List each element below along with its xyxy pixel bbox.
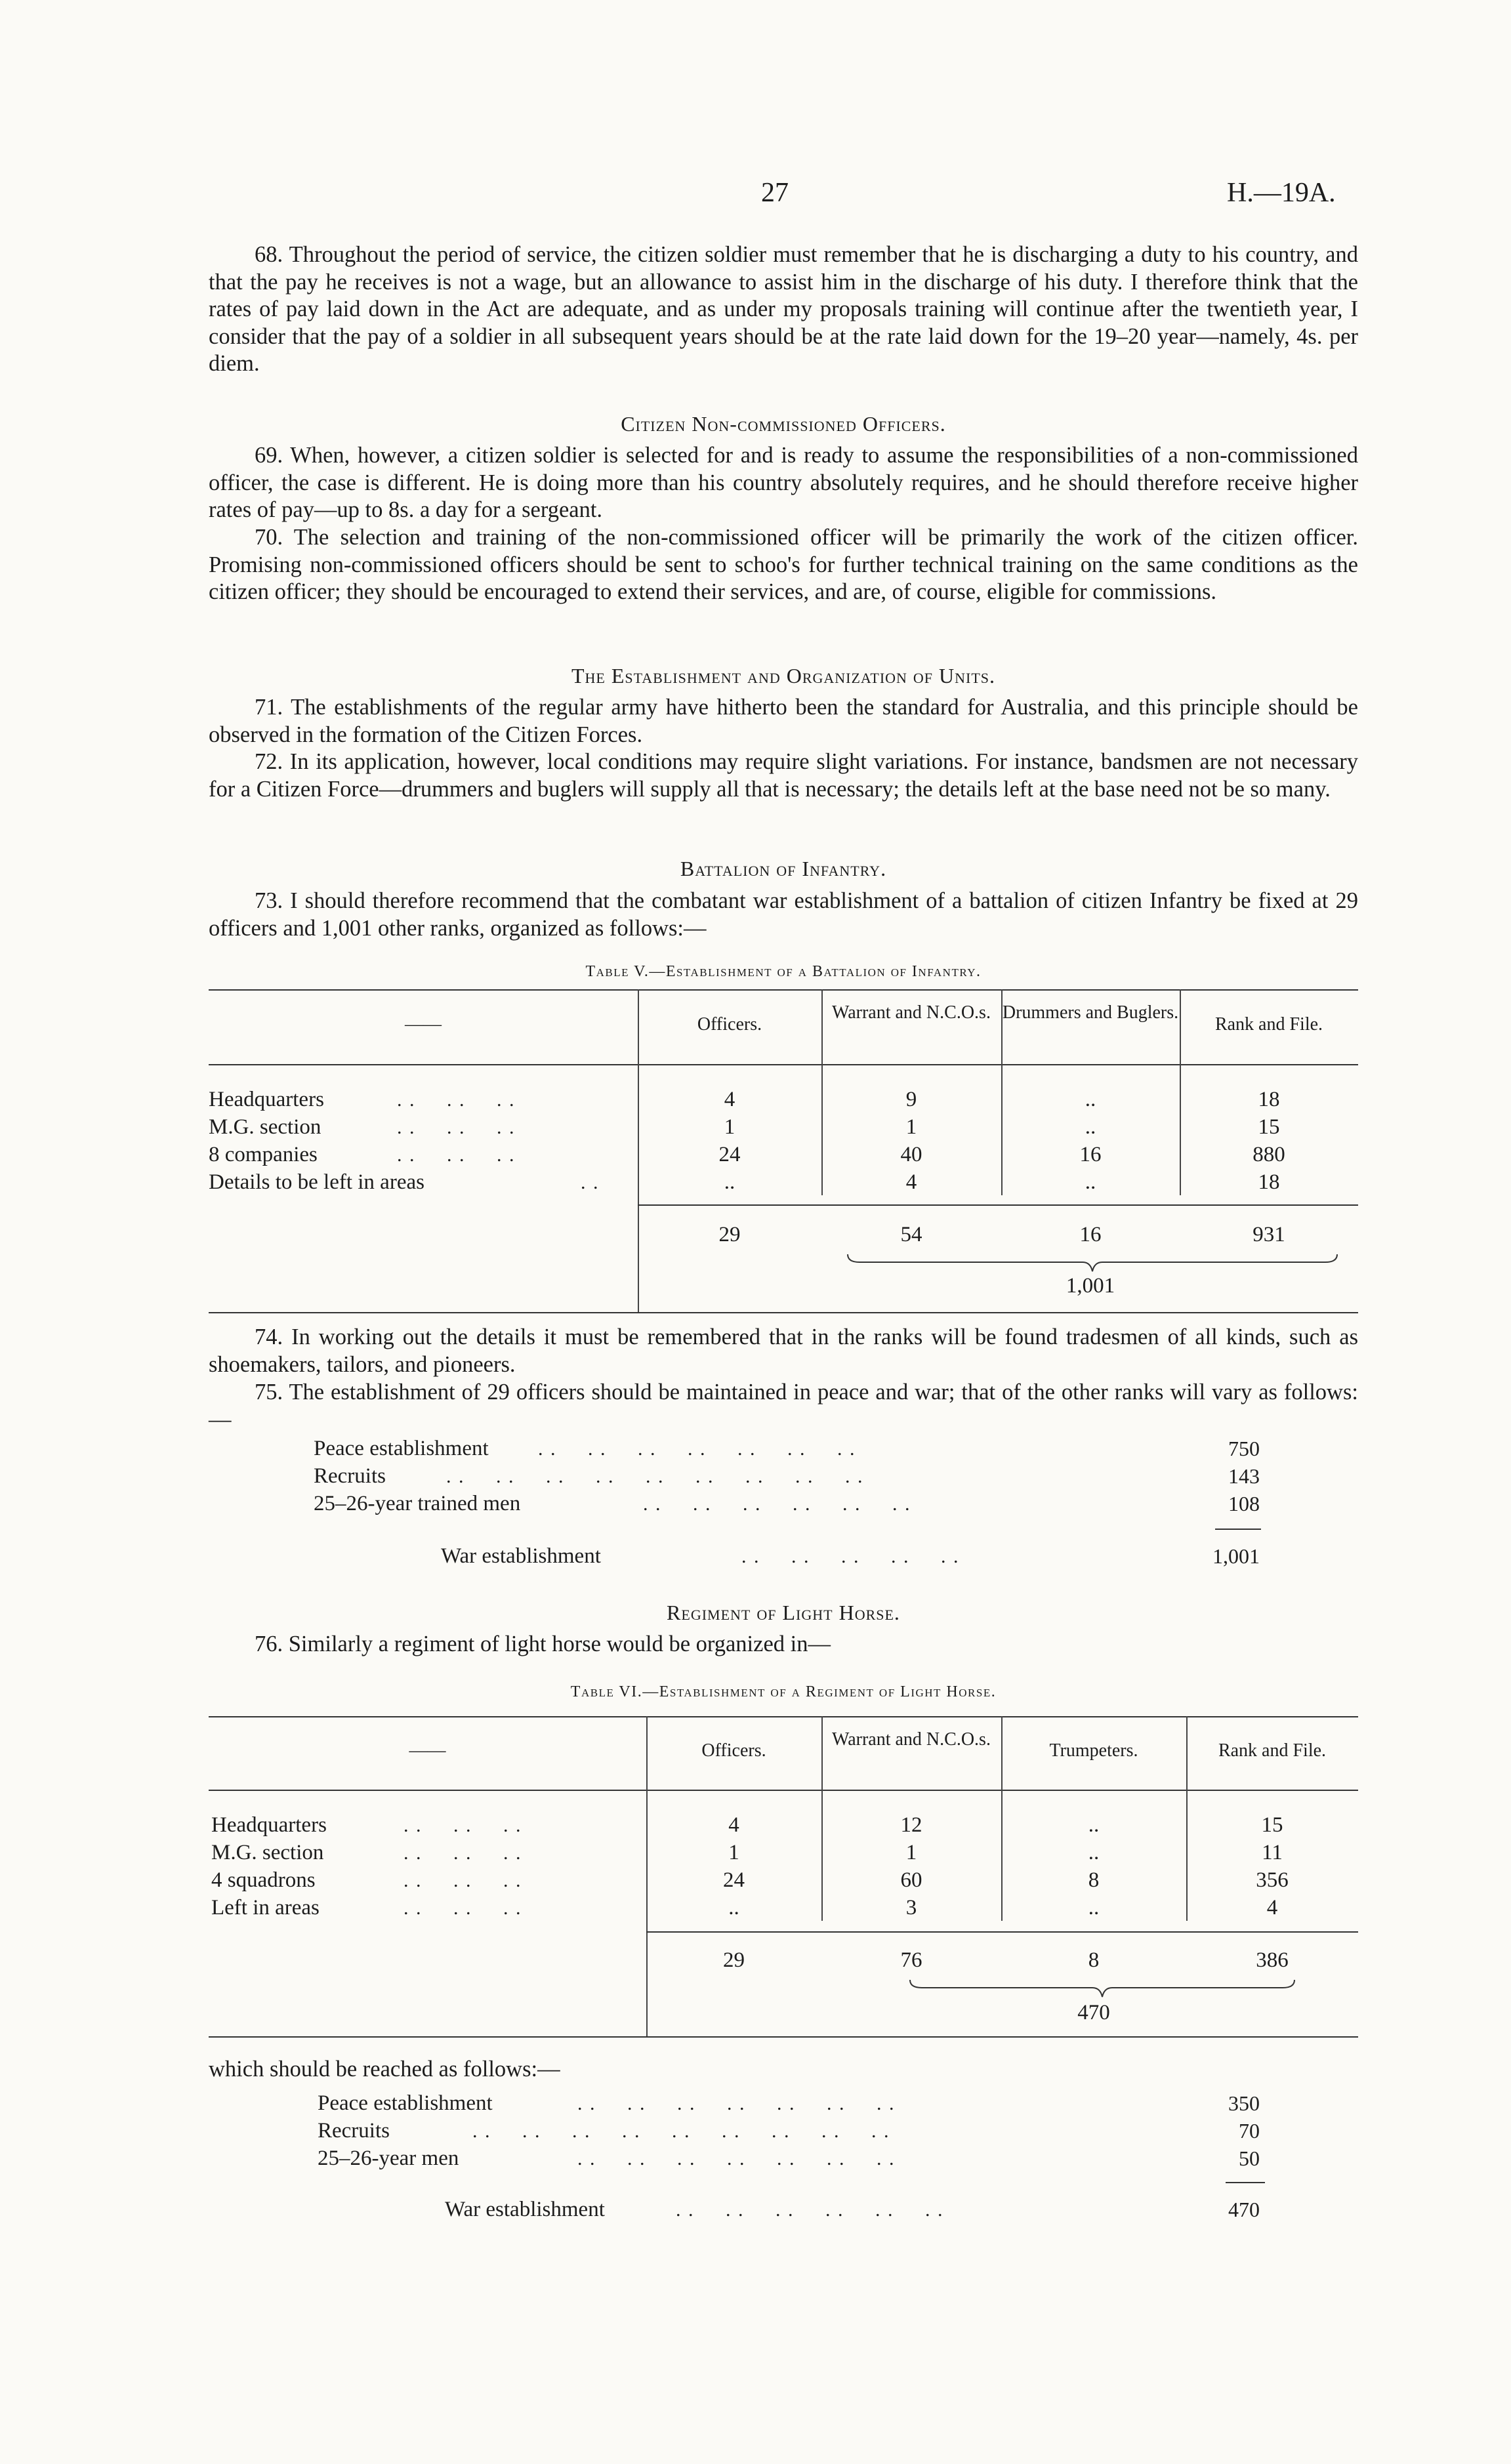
- cell-rank-file: 356: [1256, 1868, 1289, 1892]
- cell-rank-file: 4: [1266, 1896, 1278, 1920]
- grand-total: 1,001: [1066, 1274, 1115, 1298]
- leader-dots: . . . . . . . . . . . . . .: [538, 1438, 856, 1460]
- leader-dots: . . . . . .: [404, 1870, 522, 1891]
- paragraph-73: 73. I should therefore recommend that the combatant war establishment of a battalion of citizen Infantry be fixed at 29 officers and 1,001 other ranks, organized as follows:—: [209, 888, 1358, 941]
- paragraph-69: 69. When, however, a citizen soldier is selected for and is ready to assume the responsibilities of a non-commissioned officer, the case is different. He is doing more than his country absolutely requires, and he should therefore receive higher rates of pay—up to 8s. a day for a sergeant.: [209, 443, 1358, 523]
- table-5-header-rule: [209, 1064, 1358, 1065]
- paragraph-74: 74. In working out the details it must be remembered that in the ranks will be found tradesmen of all kinds, such as shoemakers, tailors, and pioneers.: [209, 1324, 1358, 1377]
- total-trumpeters: 8: [1088, 1948, 1100, 1972]
- cell-warrant: 12: [900, 1813, 922, 1837]
- table-6-header-warrant: Warrant and N.C.O.s.: [832, 1729, 991, 1750]
- leader-dots: . . . . . .: [397, 1144, 516, 1166]
- row-label: M.G. section: [209, 1115, 321, 1139]
- total-rank-file: 931: [1252, 1223, 1285, 1246]
- paragraph-68: 68. Throughout the period of service, the citizen soldier must remember that he is discharging a duty to his country, and that the pay he receives is not a wage, but an allowance to assist him in the discharge of his duty. I therefore think that the rates of pay laid down in the Act are adequate, and as under my proposals training will continue after the twentieth year, I consider that the pay of a soldier in all subsequent years should be at the rate laid down for the 19–20 year—namely, 4s. per diem.: [209, 242, 1358, 377]
- cell-rank-file: 18: [1258, 1088, 1280, 1111]
- cell-officers: 4: [724, 1088, 735, 1111]
- leader-dots: . . . . . . . . . . . .: [676, 2199, 944, 2221]
- document-reference: H.—19A.: [1227, 178, 1336, 208]
- cell-rank-file: 11: [1262, 1841, 1283, 1864]
- list-item-label: Peace establishment: [314, 1437, 489, 1460]
- heading-citizen-nco: Citizen Non-commissioned Officers.: [621, 412, 946, 436]
- cell-trumpeters: ..: [1088, 1896, 1100, 1920]
- table-5-top-rule: [209, 989, 1358, 991]
- leader-dots: . . . . . .: [397, 1089, 516, 1111]
- table-5-header-rank-file: Rank and File.: [1214, 1014, 1323, 1035]
- total-warrant: 54: [900, 1223, 922, 1246]
- list-total-label: War establishment: [441, 1544, 601, 1568]
- leader-dots: . . . . . .: [404, 1842, 522, 1864]
- leader-dots: . . . . . .: [397, 1117, 516, 1138]
- list-total-value: 1,001: [1212, 1544, 1260, 1568]
- grouping-brace: [909, 1979, 1296, 1998]
- list-item-label: 25–26-year trained men: [314, 1492, 521, 1515]
- list-item-label: 25–26-year men: [318, 2146, 459, 2170]
- cell-trumpeters: ..: [1088, 1841, 1100, 1864]
- leader-dots: . . . . . . . . . . . . . . . . . .: [446, 1466, 864, 1487]
- list-item-label: Peace establishment: [318, 2091, 493, 2115]
- table-5-header-drummers: Drummers and Buglers.: [1002, 1002, 1179, 1023]
- cell-drummers: 16: [1079, 1143, 1102, 1166]
- cell-trumpeters: 8: [1088, 1868, 1100, 1892]
- table-5-col-divider: [1001, 989, 1003, 1064]
- cell-rank-file: 880: [1252, 1143, 1285, 1166]
- cell-rank-file: 15: [1261, 1813, 1283, 1837]
- cell-officers: 4: [728, 1813, 739, 1837]
- cell-warrant: 9: [905, 1088, 917, 1111]
- cell-drummers: ..: [1085, 1088, 1096, 1111]
- list-item-value: 143: [1228, 1464, 1260, 1488]
- paragraph-71: 71. The establishments of the regular army have hitherto been the standard for Australia, and this principle should be observed in the formation of the Citizen Forces.: [209, 695, 1358, 747]
- table-6-header-trumpeters: Trumpeters.: [1049, 1740, 1138, 1761]
- cell-officers: ..: [728, 1896, 739, 1920]
- row-label: Headquarters: [211, 1813, 327, 1837]
- table-6-corner: ——: [409, 1740, 446, 1761]
- total-rank-file: 386: [1256, 1948, 1289, 1972]
- leader-dots: . . . . . . . . . . . . . .: [577, 2093, 896, 2114]
- cell-warrant: 60: [900, 1868, 922, 1892]
- table-5-col-divider: [821, 989, 823, 1064]
- table-6-col-divider: [821, 1716, 823, 1790]
- cell-warrant: 1: [905, 1841, 917, 1864]
- list-item-value: 750: [1228, 1437, 1260, 1460]
- leader-dots: . . . . . . . . . . . .: [643, 1493, 911, 1515]
- total-warrant: 76: [900, 1948, 922, 1972]
- table-6-header-officers: Officers.: [701, 1740, 766, 1761]
- cell-warrant: 1: [905, 1115, 917, 1139]
- table-5-corner: ——: [405, 1014, 442, 1035]
- list-item-value: 108: [1228, 1492, 1260, 1515]
- row-label: Left in areas: [211, 1896, 320, 1920]
- sum-rule: [1215, 1529, 1261, 1530]
- leader-dots: . . . . . . . . . . . . . . . . . .: [472, 2120, 890, 2142]
- table-5-caption: Table V.—Establishment of a Battalion of Infantry.: [585, 963, 982, 980]
- paragraph-76: 76. Similarly a regiment of light horse would be organized in—: [255, 1632, 831, 1656]
- cell-officers: 1: [724, 1115, 735, 1139]
- table-5-bottom-rule: [209, 1312, 1358, 1313]
- table-5-header-officers: Officers.: [697, 1014, 762, 1035]
- sum-rule: [1226, 2182, 1265, 2183]
- cell-officers: 24: [718, 1143, 741, 1166]
- cell-trumpeters: ..: [1088, 1813, 1100, 1837]
- cell-drummers: ..: [1085, 1170, 1096, 1194]
- total-officers: 29: [718, 1223, 741, 1246]
- row-label: M.G. section: [211, 1841, 324, 1864]
- leader-dots: . . . . . . . . . . . . . .: [577, 2148, 896, 2169]
- cell-officers: 1: [728, 1841, 739, 1864]
- heading-establishment-organization: The Establishment and Organization of Units.: [571, 664, 996, 688]
- cell-officers: ..: [724, 1170, 735, 1194]
- list-item-value: 350: [1228, 2091, 1260, 2115]
- table-5-header-warrant: Warrant and N.C.O.s.: [832, 1002, 991, 1023]
- list-item-value: 70: [1239, 2119, 1260, 2143]
- heading-regiment-light-horse: Regiment of Light Horse.: [667, 1601, 900, 1624]
- leader-dots: . . . . . . . . . .: [741, 1546, 960, 1567]
- total-drummers: 16: [1079, 1223, 1102, 1246]
- list-total-label: War establishment: [445, 2198, 605, 2221]
- table-6-bottom-rule: [209, 2036, 1358, 2038]
- list-item-label: Recruits: [314, 1464, 386, 1488]
- grouping-brace: [846, 1253, 1338, 1273]
- total-rule: [646, 1931, 1358, 1933]
- row-label: Details to be left in areas: [209, 1170, 424, 1194]
- paragraph-70: 70. The selection and training of the non-commissioned officer will be primarily the work of the citizen officer. Promising non-commissioned officers should be sent to schoo's for further technical training on the same conditions as the citizen officer; they should be encouraged to extend their services, and are, of course, eligible for commissions.: [209, 525, 1358, 605]
- total-rule: [638, 1204, 1358, 1206]
- total-officers: 29: [723, 1948, 745, 1972]
- heading-battalion-infantry: Battalion of Infantry.: [680, 857, 887, 880]
- cell-warrant: 4: [905, 1170, 917, 1194]
- cell-rank-file: 15: [1258, 1115, 1280, 1139]
- leader-dots: . . . . . .: [404, 1815, 522, 1836]
- list-total-value: 470: [1228, 2198, 1260, 2221]
- paragraph-after-table-6: which should be reached as follows:—: [209, 2057, 560, 2082]
- leader-dots: . .: [581, 1172, 600, 1193]
- grand-total: 470: [1077, 2001, 1110, 2024]
- table-6-header-rank-file: Rank and File.: [1218, 1740, 1327, 1761]
- cell-warrant: 40: [900, 1143, 922, 1166]
- cell-drummers: ..: [1085, 1115, 1096, 1139]
- row-label: Headquarters: [209, 1088, 324, 1111]
- row-label: 8 companies: [209, 1143, 318, 1166]
- paragraph-72: 72. In its application, however, local conditions may require slight variations. For instance, bandsmen are not necessary for a Citizen Force—drummers and buglers will supply all that is necessary; the details left at the base need not be so many.: [209, 749, 1358, 802]
- cell-officers: 24: [723, 1868, 745, 1892]
- paragraph-75: 75. The establishment of 29 officers should be maintained in peace and war; that of the other ranks will vary as follows:—: [209, 1380, 1358, 1432]
- page-number: 27: [761, 178, 789, 208]
- table-6-caption: Table VI.—Establishment of a Regiment of Light Horse.: [570, 1683, 997, 1700]
- list-item-value: 50: [1239, 2146, 1260, 2170]
- cell-warrant: 3: [905, 1896, 917, 1920]
- leader-dots: . . . . . .: [404, 1897, 522, 1919]
- cell-rank-file: 18: [1258, 1170, 1280, 1194]
- row-label: 4 squadrons: [211, 1868, 316, 1892]
- list-item-label: Recruits: [318, 2119, 390, 2143]
